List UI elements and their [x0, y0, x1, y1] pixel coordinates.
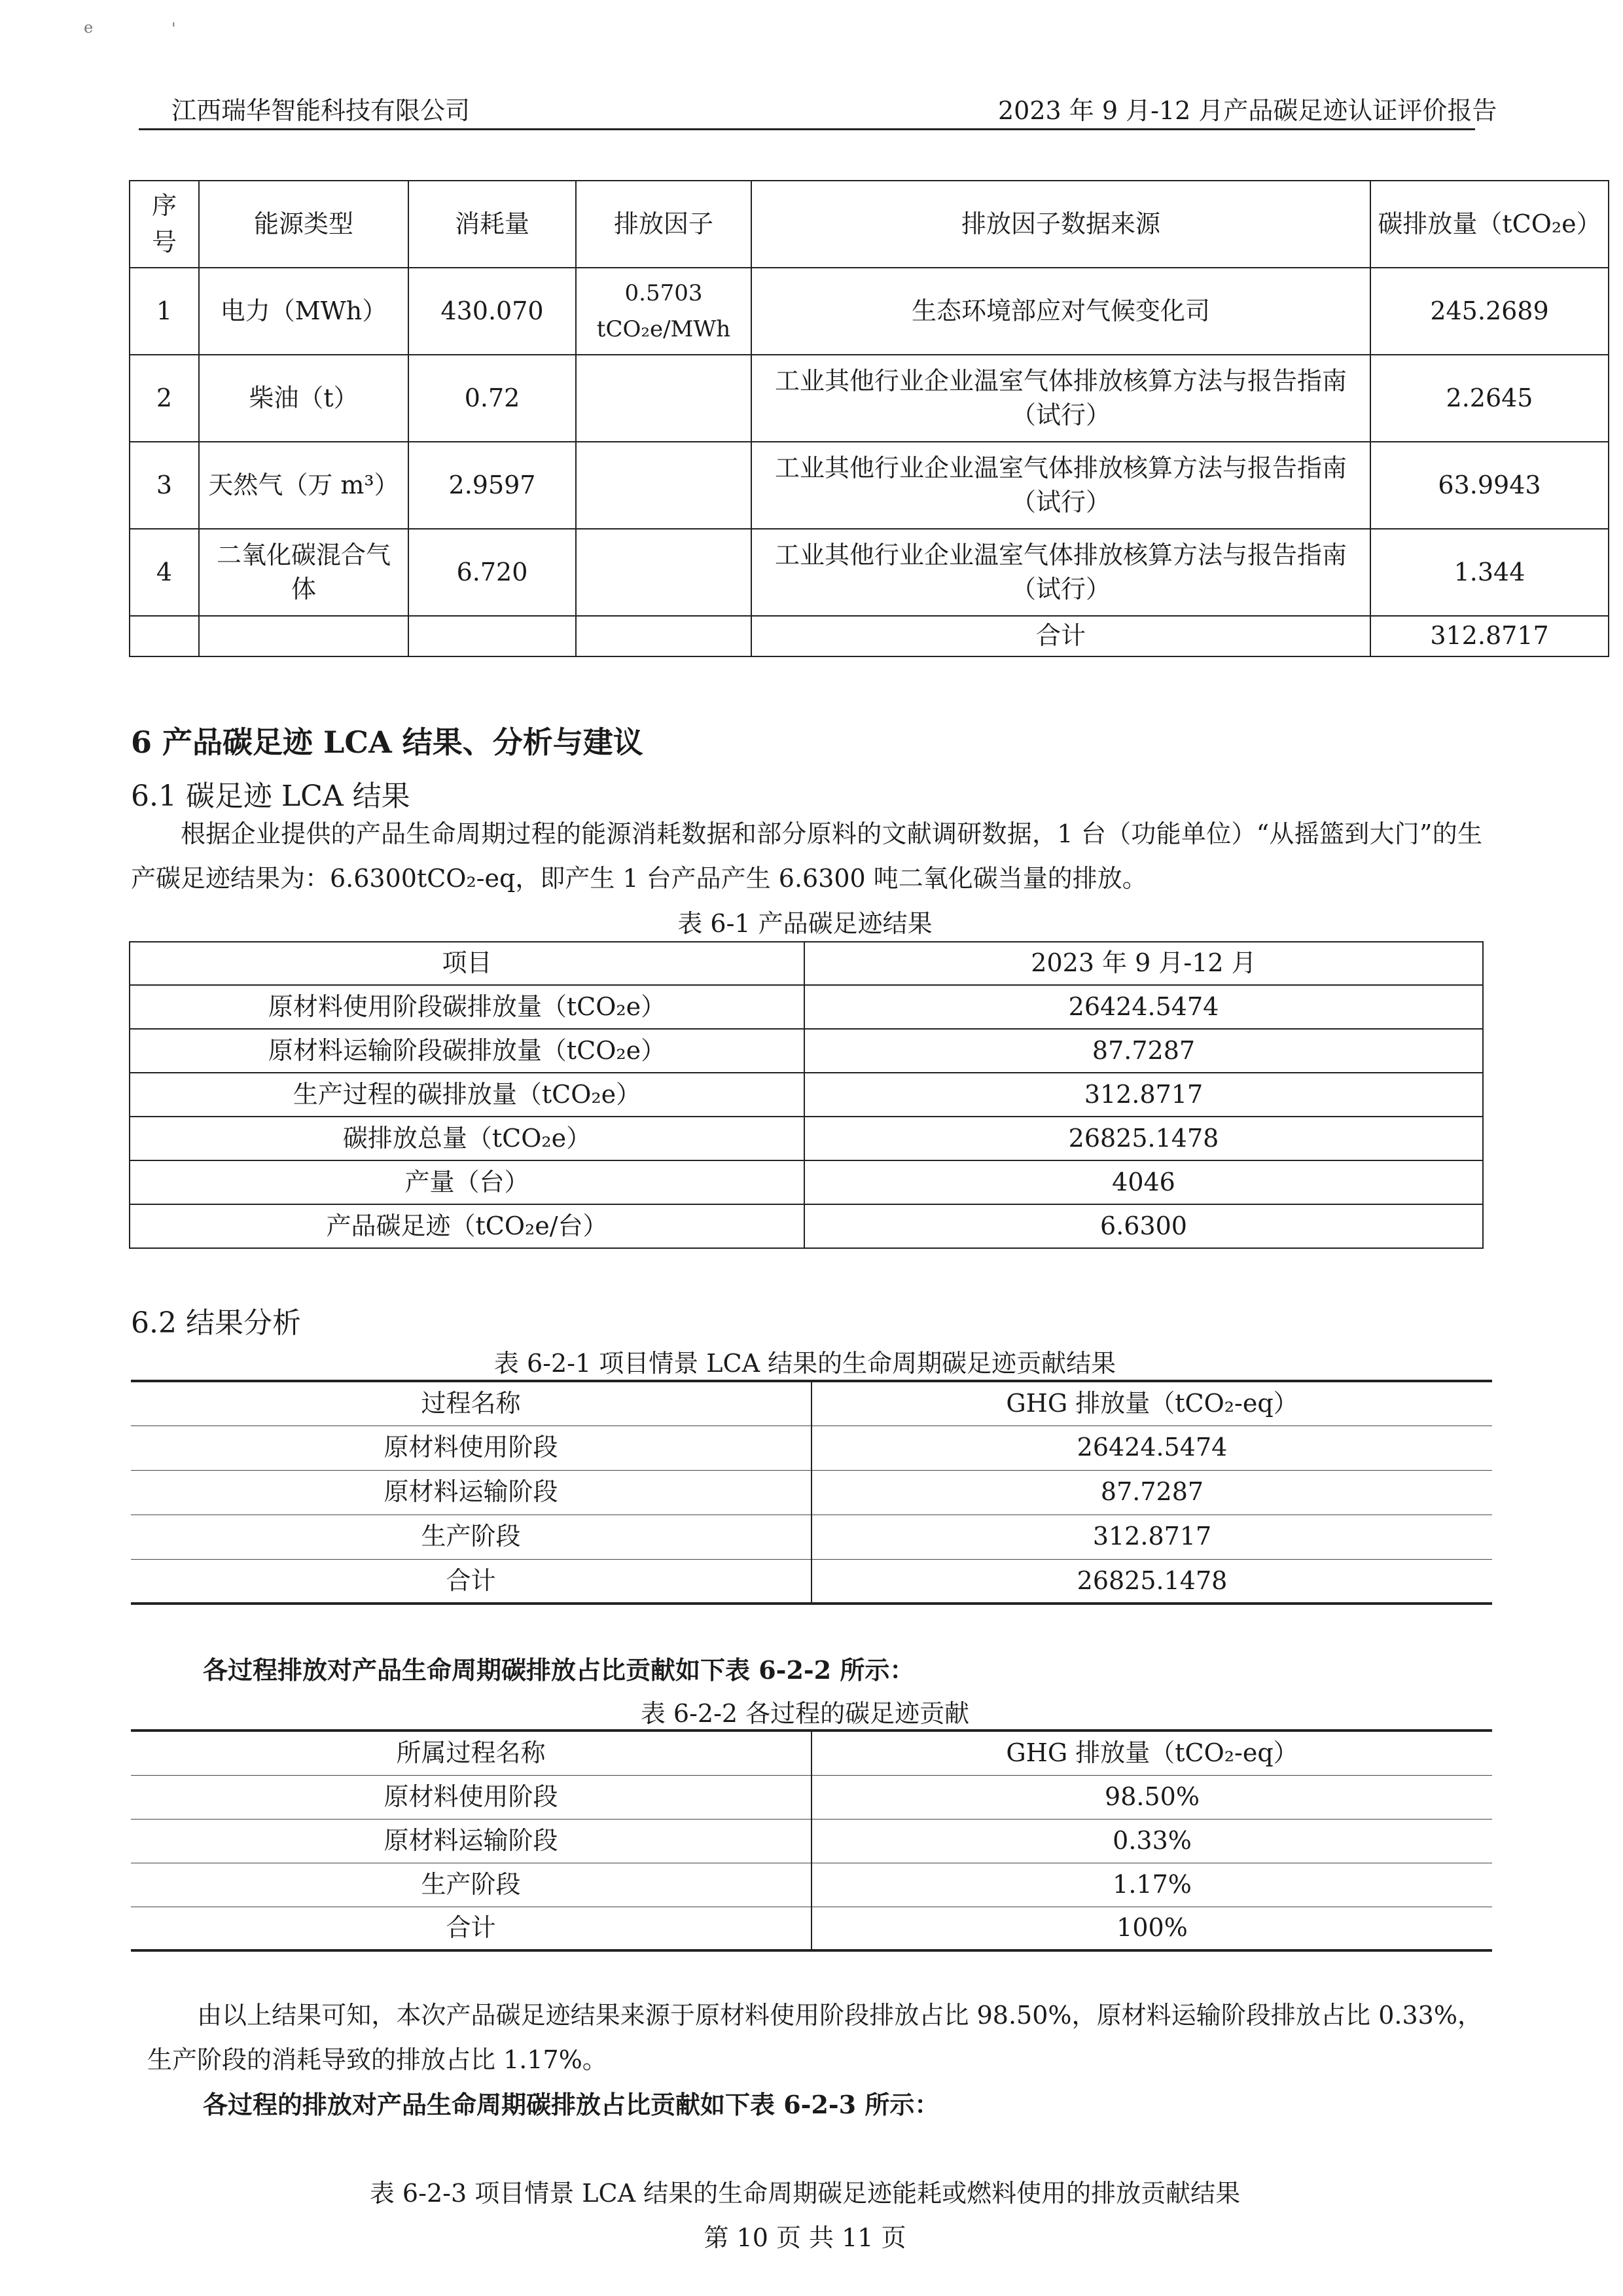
table-row	[131, 1470, 1492, 1515]
table-row	[131, 1426, 1492, 1470]
table-6-1	[129, 941, 1484, 1249]
emission: 245.2689	[1370, 268, 1609, 355]
col-header: 所属过程名称	[131, 1731, 812, 1775]
col-header: 排放因子数据来源	[751, 181, 1370, 268]
ghg-value: 26825.1478	[812, 1559, 1492, 1604]
row-value: 26424.5474	[804, 985, 1483, 1029]
energy-type: 柴油（t）	[199, 355, 408, 442]
process-name: 生产阶段	[131, 1515, 812, 1559]
bold-statement-1: 各过程排放对产品生命周期碳排放占比贡献如下表 6-2-2 所示：	[203, 1655, 915, 1685]
scan-mark: e	[84, 18, 94, 37]
share-value: 0.33%	[812, 1819, 1492, 1863]
process-name: 合计	[131, 1559, 812, 1604]
energy-type: 电力（MWh）	[199, 268, 408, 355]
process-name: 合计	[131, 1907, 812, 1950]
factor-source: 生态环境部应对气候变化司	[751, 268, 1370, 355]
table-row	[130, 1117, 1483, 1160]
factor-source: 工业其他行业企业温室气体排放核算方法与报告指南（试行）	[751, 442, 1370, 529]
process-name: 原材料使用阶段	[131, 1775, 812, 1819]
table-row	[131, 1559, 1492, 1604]
table-row	[131, 1819, 1492, 1863]
share-value: 100%	[812, 1907, 1492, 1950]
row-no: 2	[130, 355, 199, 442]
row-value: 6.6300	[804, 1204, 1483, 1248]
empty-cell	[576, 616, 751, 656]
consumption: 2.9597	[408, 442, 576, 529]
row-value: 87.7287	[804, 1029, 1483, 1073]
section-6-1-title: 6.1 碳足迹 LCA 结果	[131, 780, 410, 813]
row-item: 生产过程的碳排放量（tCO₂e）	[130, 1073, 804, 1117]
emission: 1.344	[1370, 529, 1609, 616]
consumption: 6.720	[408, 529, 576, 616]
table-header-row	[130, 181, 1609, 268]
table-6-2-2-caption: 表 6-2-2 各过程的碳足迹贡献	[640, 1699, 970, 1728]
row-value: 26825.1478	[804, 1117, 1483, 1160]
share-value: 1.17%	[812, 1863, 1492, 1907]
row-value: 312.8717	[804, 1073, 1483, 1117]
row-item: 产量（台）	[130, 1160, 804, 1204]
energy-type: 二氧化碳混合气体	[199, 529, 408, 616]
table-row	[130, 985, 1483, 1029]
col-header: 序 号	[130, 181, 199, 268]
energy-table	[129, 180, 1609, 657]
total-row	[130, 616, 1609, 656]
table-6-2-2	[131, 1729, 1492, 1952]
row-no: 1	[130, 268, 199, 355]
emission-factor	[576, 529, 751, 616]
row-value: 4046	[804, 1160, 1483, 1204]
table-row	[131, 1907, 1492, 1950]
col-header: 排放因子	[576, 181, 751, 268]
row-item: 原材料运输阶段碳排放量（tCO₂e）	[130, 1029, 804, 1073]
table-6-1-caption: 表 6-1 产品碳足迹结果	[677, 909, 933, 938]
header-rule	[139, 128, 1475, 130]
table-6-2-1	[131, 1380, 1492, 1605]
header-company: 江西瑞华智能科技有限公司	[171, 96, 471, 125]
total-label: 合计	[751, 616, 1370, 656]
table-row	[130, 529, 1609, 616]
table-row	[130, 1073, 1483, 1117]
col-header: 碳排放量（tCO₂e）	[1370, 181, 1609, 268]
table-row	[130, 1204, 1483, 1248]
table-row	[130, 1029, 1483, 1073]
table-6-2-3-caption: 表 6-2-3 项目情景 LCA 结果的生命周期碳足迹能耗或燃料使用的排放贡献结果	[369, 2179, 1241, 2208]
table-header-row	[131, 1381, 1492, 1426]
page-number: 第 10 页 共 11 页	[704, 2223, 906, 2252]
row-no: 4	[130, 529, 199, 616]
emission-factor: 0.5703 tCO₂e/MWh	[576, 268, 751, 355]
total-value: 312.8717	[1370, 616, 1609, 656]
table-row	[130, 355, 1609, 442]
empty-cell	[130, 616, 199, 656]
col-header: 2023 年 9 月-12 月	[804, 942, 1483, 985]
scan-mark: '	[171, 20, 176, 38]
emission-factor	[576, 442, 751, 529]
header-report-title: 2023 年 9 月-12 月产品碳足迹认证评价报告	[998, 96, 1497, 125]
process-name: 原材料运输阶段	[131, 1819, 812, 1863]
factor-source: 工业其他行业企业温室气体排放核算方法与报告指南（试行）	[751, 529, 1370, 616]
emission-factor	[576, 355, 751, 442]
table-row	[130, 268, 1609, 355]
share-value: 98.50%	[812, 1775, 1492, 1819]
section-6-title: 6 产品碳足迹 LCA 结果、分析与建议	[131, 725, 643, 760]
row-no: 3	[130, 442, 199, 529]
table-header-row	[130, 942, 1483, 985]
factor-source: 工业其他行业企业温室气体排放核算方法与报告指南（试行）	[751, 355, 1370, 442]
col-header: 能源类型	[199, 181, 408, 268]
energy-type: 天然气（万 m³）	[199, 442, 408, 529]
section-6-2-title: 6.2 结果分析	[131, 1306, 301, 1340]
row-item: 原材料使用阶段碳排放量（tCO₂e）	[130, 985, 804, 1029]
row-item: 碳排放总量（tCO₂e）	[130, 1117, 804, 1160]
consumption: 430.070	[408, 268, 576, 355]
empty-cell	[408, 616, 576, 656]
emission: 2.2645	[1370, 355, 1609, 442]
table-row	[131, 1863, 1492, 1907]
col-header: 过程名称	[131, 1381, 812, 1426]
table-row	[131, 1775, 1492, 1819]
row-item: 产品碳足迹（tCO₂e/台）	[130, 1204, 804, 1248]
table-header-row	[131, 1731, 1492, 1775]
col-header: 消耗量	[408, 181, 576, 268]
process-name: 生产阶段	[131, 1863, 812, 1907]
consumption: 0.72	[408, 355, 576, 442]
ghg-value: 26424.5474	[812, 1426, 1492, 1470]
ghg-value: 87.7287	[812, 1470, 1492, 1515]
emission: 63.9943	[1370, 442, 1609, 529]
process-name: 原材料运输阶段	[131, 1470, 812, 1515]
bold-statement-2: 各过程的排放对产品生命周期碳排放占比贡献如下表 6-2-3 所示：	[203, 2090, 940, 2119]
empty-cell	[199, 616, 408, 656]
table-row	[131, 1515, 1492, 1559]
table-6-2-1-caption: 表 6-2-1 项目情景 LCA 结果的生命周期碳足迹贡献结果	[493, 1349, 1116, 1378]
table-row	[130, 1160, 1483, 1204]
section-6-1-paragraph: 根据企业提供的产品生命周期过程的能源消耗数据和部分原料的文献调研数据，1 台（功能单位）“从摇篮到大门”的生产碳足迹结果为：6.6300tCO₂-eq，即产生 1 台产品产生 6.6300 吨二氧化碳当量的排放。	[131, 819, 1482, 893]
process-name: 原材料使用阶段	[131, 1426, 812, 1470]
table-row	[130, 442, 1609, 529]
col-header: GHG 排放量（tCO₂-eq）	[812, 1731, 1492, 1775]
conclusion-paragraph: 由以上结果可知，本次产品碳足迹结果来源于原材料使用阶段排放占比 98.50%，原材料运输阶段排放占比 0.33%，生产阶段的消耗导致的排放占比 1.17%。	[147, 2001, 1482, 2074]
ghg-value: 312.8717	[812, 1515, 1492, 1559]
col-header: 项目	[130, 942, 804, 985]
col-header: GHG 排放量（tCO₂-eq）	[812, 1381, 1492, 1426]
